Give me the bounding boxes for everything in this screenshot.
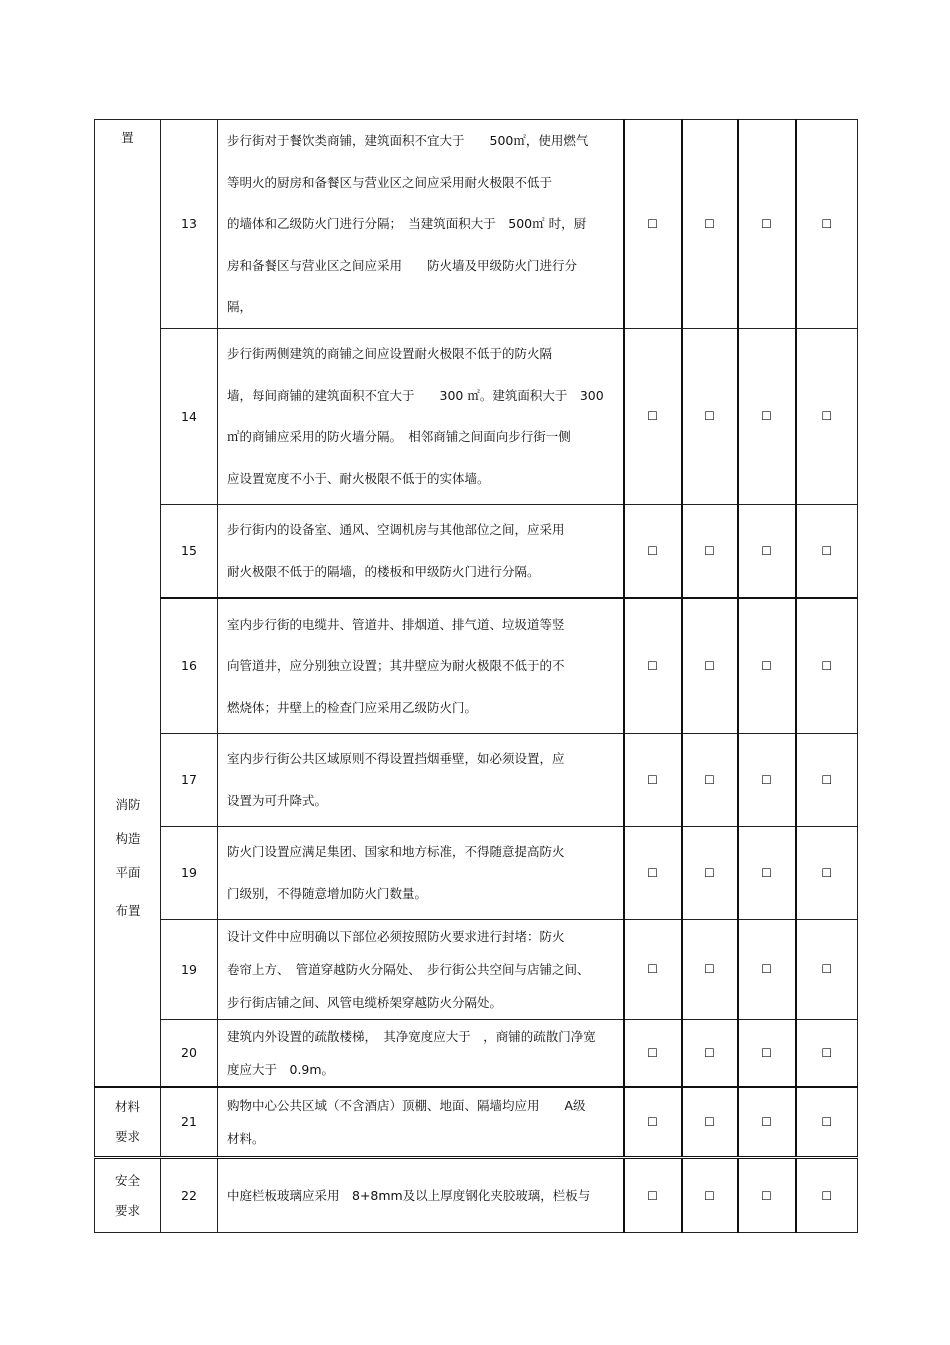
check-box[interactable]: ☐ — [624, 328, 682, 504]
check-box[interactable]: ☐ — [796, 328, 858, 504]
table-row — [95, 1019, 858, 1087]
check-box[interactable]: ☐ — [796, 826, 858, 919]
check-box[interactable]: ☐ — [682, 504, 738, 598]
table-row — [95, 504, 858, 598]
check-box[interactable]: ☐ — [624, 919, 682, 1019]
checklist-table — [94, 119, 858, 1233]
check-box[interactable]: ☐ — [738, 598, 796, 733]
table-row — [95, 919, 858, 1019]
requirement-text: 中庭栏板玻璃应采用 8+8mm及以上厚度钢化夹胶玻璃，栏板与 — [218, 1158, 624, 1233]
item-number: 22 — [161, 1158, 218, 1233]
check-box[interactable]: ☐ — [738, 120, 796, 329]
table-row — [95, 826, 858, 919]
item-number: 17 — [161, 733, 218, 826]
requirement-text: 步行街两侧建筑的商铺之间应设置耐火极限不低于的防火隔 墙，每间商铺的建筑面积不宜大于 300 ㎡。建筑面积大于 300 ㎡的商铺应采用的防火墙分隔。 相邻商铺之间面向步行街一侧 应设置宽度不小于、耐火极限不低于的实体墙。 — [218, 328, 624, 504]
check-box[interactable]: ☐ — [738, 826, 796, 919]
category-cell-fire-layout — [95, 120, 161, 1087]
table-row — [95, 328, 858, 504]
check-box[interactable]: ☐ — [682, 328, 738, 504]
requirement-text: 室内步行街公共区域原则不得设置挡烟垂壁，如必须设置，应 设置为可升降式。 — [218, 733, 624, 826]
check-box[interactable]: ☐ — [624, 504, 682, 598]
requirement-text: 室内步行街的电缆井、管道井、排烟道、排气道、垃圾道等竖 向管道井，应分别独立设置；其井壁应为耐火极限不低于的不 燃烧体；井壁上的检查门应采用乙级防火门。 — [218, 598, 624, 733]
check-box[interactable]: ☐ — [624, 733, 682, 826]
table-row — [95, 1158, 858, 1233]
item-number: 14 — [161, 328, 218, 504]
check-box[interactable]: ☐ — [738, 1019, 796, 1087]
requirement-text: 步行街内的设备室、通风、空调机房与其他部位之间，应采用 耐火极限不低于的隔墙，的楼板和甲级防火门进行分隔。 — [218, 504, 624, 598]
category-continued-label: 置 — [121, 130, 134, 145]
check-box[interactable]: ☐ — [682, 919, 738, 1019]
check-box[interactable]: ☐ — [738, 328, 796, 504]
check-box[interactable]: ☐ — [738, 733, 796, 826]
check-box[interactable]: ☐ — [796, 504, 858, 598]
item-number: 20 — [161, 1019, 218, 1087]
check-box[interactable]: ☐ — [738, 919, 796, 1019]
check-box[interactable]: ☐ — [682, 1087, 738, 1158]
item-number: 16 — [161, 598, 218, 733]
check-box[interactable]: ☐ — [796, 120, 858, 329]
category-label-fire-layout: 消防 构造 平面 布置 — [115, 797, 141, 918]
check-box[interactable]: ☐ — [624, 1087, 682, 1158]
table-row — [95, 1087, 858, 1158]
check-box[interactable]: ☐ — [738, 1087, 796, 1158]
check-box[interactable]: ☐ — [682, 826, 738, 919]
check-box[interactable]: ☐ — [796, 598, 858, 733]
item-number: 19 — [161, 826, 218, 919]
requirement-text: 设计文件中应明确以下部位必须按照防火要求进行封堵：防火 卷帘上方、 管道穿越防火分隔处、 步行街公共空间与店铺之间、 步行街店铺之间、风管电缆桥架穿越防火分隔处。 — [218, 919, 624, 1019]
requirement-text: 步行街对于餐饮类商铺，建筑面积不宜大于 500㎡，使用燃气 等明火的厨房和备餐区与营业区之间应采用耐火极限不低于 的墙体和乙级防火门进行分隔； 当建筑面积大于 500㎡ 时，厨 房和备餐区与营业区之间应采用 防火墙及甲级防火门进行分 隔， — [218, 120, 624, 329]
check-box[interactable]: ☐ — [682, 1158, 738, 1233]
table-row — [95, 120, 858, 329]
check-box[interactable]: ☐ — [624, 120, 682, 329]
check-box[interactable]: ☐ — [624, 1158, 682, 1233]
item-number: 19 — [161, 919, 218, 1019]
check-box[interactable]: ☐ — [738, 1158, 796, 1233]
check-box[interactable]: ☐ — [624, 826, 682, 919]
requirement-text: 建筑内外设置的疏散楼梯， 其净宽度应大于 ，商铺的疏散门净宽 度应大于 0.9m。 — [218, 1019, 624, 1087]
check-box[interactable]: ☐ — [796, 733, 858, 826]
check-box[interactable]: ☐ — [796, 1158, 858, 1233]
check-box[interactable]: ☐ — [682, 598, 738, 733]
category-label-safety: 安全 要求 — [95, 1158, 161, 1233]
check-box[interactable]: ☐ — [682, 733, 738, 826]
table-row — [95, 598, 858, 733]
check-box[interactable]: ☐ — [796, 919, 858, 1019]
check-box[interactable]: ☐ — [624, 1019, 682, 1087]
table-row — [95, 733, 858, 826]
item-number: 13 — [161, 120, 218, 329]
requirement-text: 购物中心公共区域（不含酒店）顶棚、地面、隔墙均应用 A级 材料。 — [218, 1087, 624, 1158]
category-label-materials: 材料 要求 — [95, 1087, 161, 1158]
item-number: 21 — [161, 1087, 218, 1158]
fire-checklist-sheet — [94, 119, 855, 1233]
requirement-text: 防火门设置应满足集团、国家和地方标准，不得随意提高防火 门级别，不得随意增加防火门数量。 — [218, 826, 624, 919]
check-box[interactable]: ☐ — [796, 1019, 858, 1087]
check-box[interactable]: ☐ — [682, 120, 738, 329]
check-box[interactable]: ☐ — [682, 1019, 738, 1087]
check-box[interactable]: ☐ — [738, 504, 796, 598]
item-number: 15 — [161, 504, 218, 598]
check-box[interactable]: ☐ — [796, 1087, 858, 1158]
check-box[interactable]: ☐ — [624, 598, 682, 733]
